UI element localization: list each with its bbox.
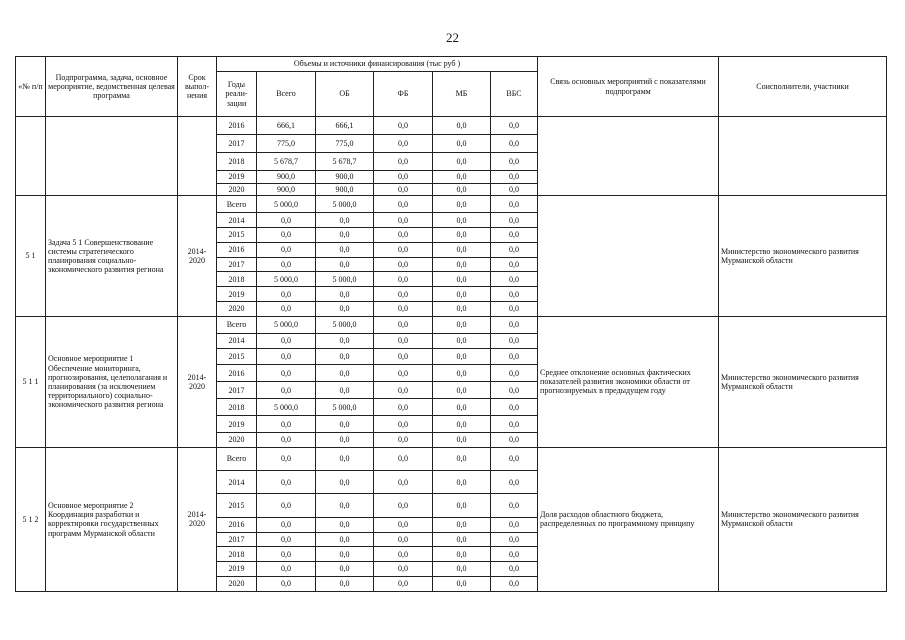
header-coexec: Соисполнители, участники — [719, 57, 887, 117]
cell-mb: 0,0 — [433, 117, 491, 135]
cell-ob: 0,0 — [316, 228, 374, 243]
cell-fb: 0,0 — [374, 333, 433, 348]
cell-total: 5 000,0 — [257, 316, 316, 333]
cell-ob: 0,0 — [316, 433, 374, 448]
cell-fb: 0,0 — [374, 170, 433, 183]
page-number: 22 — [446, 30, 459, 45]
cell-mb: 0,0 — [433, 287, 491, 302]
cell-vbs: 0,0 — [491, 152, 538, 170]
cell-fb: 0,0 — [374, 183, 433, 196]
header-ob: ОБ — [316, 72, 374, 117]
cell-fb: 0,0 — [374, 416, 433, 433]
cell-year: 2017 — [217, 382, 257, 399]
cell-year: 2020 — [217, 433, 257, 448]
cell-vbs: 0,0 — [491, 242, 538, 257]
cell-ob: 0,0 — [316, 348, 374, 365]
cell-total: 0,0 — [257, 333, 316, 348]
cell-ob: 0,0 — [316, 242, 374, 257]
cell-total: 0,0 — [257, 242, 316, 257]
cell-total: 900,0 — [257, 170, 316, 183]
cell-vbs: 0,0 — [491, 302, 538, 317]
cell-ob: 0,0 — [316, 365, 374, 382]
cell-ob: 0,0 — [316, 532, 374, 547]
cell-mb: 0,0 — [433, 382, 491, 399]
cell-mb: 0,0 — [433, 562, 491, 577]
header-num: «№ п/п — [16, 57, 46, 117]
cell-ob: 0,0 — [316, 382, 374, 399]
cell-fb: 0,0 — [374, 433, 433, 448]
cell-mb: 0,0 — [433, 134, 491, 152]
cell-vbs: 0,0 — [491, 333, 538, 348]
cell-fb: 0,0 — [374, 228, 433, 243]
section-num: 5 1 — [16, 196, 46, 317]
cell-vbs: 0,0 — [491, 416, 538, 433]
cell-total: 0,0 — [257, 433, 316, 448]
cell-year: 2019 — [217, 562, 257, 577]
cell-ob: 0,0 — [316, 562, 374, 577]
cell-ob: 0,0 — [316, 517, 374, 532]
cell-ob: 0,0 — [316, 494, 374, 517]
cell-mb: 0,0 — [433, 228, 491, 243]
cell-ob: 0,0 — [316, 447, 374, 470]
cell-ob: 0,0 — [316, 547, 374, 562]
table-row — [16, 447, 887, 470]
cell-fb: 0,0 — [374, 365, 433, 382]
cell-vbs: 0,0 — [491, 257, 538, 272]
cell-year: 2015 — [217, 494, 257, 517]
section-link: Доля расходов областного бюджета, распределенных по программному принципу — [538, 447, 719, 591]
header-link: Связь основных мероприятий с показателями подпрограмм — [538, 57, 719, 117]
cell-total: 0,0 — [257, 494, 316, 517]
section-num: 5 1 1 — [16, 316, 46, 447]
cell-total: 0,0 — [257, 213, 316, 228]
cell-mb: 0,0 — [433, 170, 491, 183]
header-mb: МБ — [433, 72, 491, 117]
cell-ob: 0,0 — [316, 213, 374, 228]
cell-fb: 0,0 — [374, 257, 433, 272]
section-name: Основное мероприятие 1 Обеспечение мониторинга, прогнозирования, целеполагания и планирования (за исключением территориального) социально-экономического развития региона — [46, 316, 178, 447]
cell-fb: 0,0 — [374, 471, 433, 494]
section-coexec: Министерство экономического развития Мурманской области — [719, 316, 887, 447]
cell-total: 5 678,7 — [257, 152, 316, 170]
section-name — [46, 117, 178, 196]
cell-year: 2017 — [217, 532, 257, 547]
cell-total: 0,0 — [257, 517, 316, 532]
cell-mb: 0,0 — [433, 196, 491, 213]
cell-fb: 0,0 — [374, 316, 433, 333]
cell-fb: 0,0 — [374, 242, 433, 257]
cell-total: 0,0 — [257, 382, 316, 399]
cell-fb: 0,0 — [374, 302, 433, 317]
financing-table — [15, 56, 887, 592]
cell-fb: 0,0 — [374, 152, 433, 170]
cell-year: 2015 — [217, 228, 257, 243]
cell-ob: 0,0 — [316, 471, 374, 494]
cell-ob: 5 678,7 — [316, 152, 374, 170]
cell-mb: 0,0 — [433, 316, 491, 333]
cell-fb: 0,0 — [374, 532, 433, 547]
cell-year: 2018 — [217, 152, 257, 170]
cell-total: 0,0 — [257, 471, 316, 494]
cell-vbs: 0,0 — [491, 547, 538, 562]
header-years: Годы реали-зации — [217, 72, 257, 117]
cell-ob: 5 000,0 — [316, 196, 374, 213]
cell-total: 0,0 — [257, 562, 316, 577]
cell-vbs: 0,0 — [491, 562, 538, 577]
cell-year: 2014 — [217, 471, 257, 494]
cell-vbs: 0,0 — [491, 447, 538, 470]
cell-vbs: 0,0 — [491, 433, 538, 448]
section-link — [538, 196, 719, 317]
cell-total: 5 000,0 — [257, 272, 316, 287]
section-coexec — [719, 117, 887, 196]
section-num — [16, 117, 46, 196]
cell-total: 0,0 — [257, 348, 316, 365]
section-term: 2014-2020 — [178, 316, 217, 447]
cell-mb: 0,0 — [433, 152, 491, 170]
cell-fb: 0,0 — [374, 213, 433, 228]
section-term: 2014-2020 — [178, 196, 217, 317]
cell-fb: 0,0 — [374, 348, 433, 365]
table-row — [16, 316, 887, 333]
header-total: Всего — [257, 72, 316, 117]
cell-vbs: 0,0 — [491, 399, 538, 416]
cell-year: 2019 — [217, 287, 257, 302]
cell-fb: 0,0 — [374, 576, 433, 591]
cell-vbs: 0,0 — [491, 213, 538, 228]
cell-fb: 0,0 — [374, 517, 433, 532]
cell-year: 2020 — [217, 183, 257, 196]
cell-mb: 0,0 — [433, 272, 491, 287]
cell-mb: 0,0 — [433, 532, 491, 547]
section-coexec: Министерство экономического развития Мурманской области — [719, 196, 887, 317]
cell-vbs: 0,0 — [491, 517, 538, 532]
table-header — [16, 57, 887, 117]
cell-total: 0,0 — [257, 447, 316, 470]
cell-mb: 0,0 — [433, 416, 491, 433]
cell-vbs: 0,0 — [491, 471, 538, 494]
cell-mb: 0,0 — [433, 213, 491, 228]
cell-fb: 0,0 — [374, 547, 433, 562]
cell-mb: 0,0 — [433, 399, 491, 416]
cell-total: 0,0 — [257, 532, 316, 547]
cell-mb: 0,0 — [433, 494, 491, 517]
cell-vbs: 0,0 — [491, 365, 538, 382]
cell-ob: 5 000,0 — [316, 399, 374, 416]
cell-vbs: 0,0 — [491, 316, 538, 333]
cell-fb: 0,0 — [374, 134, 433, 152]
cell-year: 2020 — [217, 302, 257, 317]
cell-mb: 0,0 — [433, 183, 491, 196]
cell-year: 2016 — [217, 242, 257, 257]
cell-fb: 0,0 — [374, 382, 433, 399]
cell-ob: 0,0 — [316, 333, 374, 348]
header-vbs: ВБС — [491, 72, 538, 117]
section-coexec: Министерство экономического развития Мурманской области — [719, 447, 887, 591]
cell-vbs: 0,0 — [491, 532, 538, 547]
cell-year: 2020 — [217, 576, 257, 591]
header-funding-group: Объемы и источники финансирования (тыс руб ) — [217, 57, 538, 72]
section-num: 5 1 2 — [16, 447, 46, 591]
header-fb: ФБ — [374, 72, 433, 117]
cell-year: 2014 — [217, 213, 257, 228]
section-name: Задача 5 1 Совершенствование системы стратегического планирования социально-экономического развития региона — [46, 196, 178, 317]
cell-year: 2018 — [217, 399, 257, 416]
cell-ob: 0,0 — [316, 576, 374, 591]
cell-mb: 0,0 — [433, 517, 491, 532]
cell-mb: 0,0 — [433, 348, 491, 365]
header-program: Подпрограмма, задача, основное мероприятие, ведомственная целевая программа — [46, 57, 178, 117]
table-row — [16, 196, 887, 213]
cell-fb: 0,0 — [374, 272, 433, 287]
cell-vbs: 0,0 — [491, 348, 538, 365]
cell-vbs: 0,0 — [491, 134, 538, 152]
cell-year: 2016 — [217, 117, 257, 135]
section-link — [538, 117, 719, 196]
cell-year: Всего — [217, 447, 257, 470]
cell-total: 0,0 — [257, 576, 316, 591]
cell-ob: 5 000,0 — [316, 316, 374, 333]
cell-year: 2016 — [217, 365, 257, 382]
cell-vbs: 0,0 — [491, 196, 538, 213]
cell-fb: 0,0 — [374, 117, 433, 135]
cell-ob: 0,0 — [316, 287, 374, 302]
cell-ob: 0,0 — [316, 257, 374, 272]
cell-vbs: 0,0 — [491, 228, 538, 243]
cell-mb: 0,0 — [433, 447, 491, 470]
cell-mb: 0,0 — [433, 242, 491, 257]
cell-year: Всего — [217, 316, 257, 333]
section-term: 2014-2020 — [178, 447, 217, 591]
cell-vbs: 0,0 — [491, 183, 538, 196]
cell-total: 5 000,0 — [257, 196, 316, 213]
cell-total: 5 000,0 — [257, 399, 316, 416]
cell-ob: 666,1 — [316, 117, 374, 135]
cell-mb: 0,0 — [433, 576, 491, 591]
cell-total: 0,0 — [257, 416, 316, 433]
cell-total: 0,0 — [257, 365, 316, 382]
cell-year: 2018 — [217, 547, 257, 562]
section-name: Основное мероприятие 2 Координация разработки и корректировки государственных программ Мурманской области — [46, 447, 178, 591]
cell-total: 0,0 — [257, 547, 316, 562]
cell-ob: 900,0 — [316, 170, 374, 183]
cell-vbs: 0,0 — [491, 272, 538, 287]
cell-ob: 775,0 — [316, 134, 374, 152]
section-link: Среднее отклонение основных фактических показателей развития экономики области от прогнозируемых в предыдущем году — [538, 316, 719, 447]
cell-fb: 0,0 — [374, 562, 433, 577]
cell-vbs: 0,0 — [491, 117, 538, 135]
cell-year: 2019 — [217, 170, 257, 183]
cell-mb: 0,0 — [433, 257, 491, 272]
cell-mb: 0,0 — [433, 471, 491, 494]
cell-total: 0,0 — [257, 257, 316, 272]
cell-year: 2014 — [217, 333, 257, 348]
cell-year: 2016 — [217, 517, 257, 532]
section-term — [178, 117, 217, 196]
header-term: Срок выпол-нения — [178, 57, 217, 117]
cell-vbs: 0,0 — [491, 287, 538, 302]
cell-mb: 0,0 — [433, 333, 491, 348]
cell-year: 2019 — [217, 416, 257, 433]
cell-year: 2017 — [217, 257, 257, 272]
cell-fb: 0,0 — [374, 196, 433, 213]
cell-ob: 0,0 — [316, 416, 374, 433]
cell-year: 2017 — [217, 134, 257, 152]
cell-mb: 0,0 — [433, 433, 491, 448]
cell-ob: 900,0 — [316, 183, 374, 196]
cell-vbs: 0,0 — [491, 494, 538, 517]
cell-total: 0,0 — [257, 302, 316, 317]
cell-total: 900,0 — [257, 183, 316, 196]
cell-mb: 0,0 — [433, 302, 491, 317]
cell-total: 0,0 — [257, 287, 316, 302]
table-row — [16, 117, 887, 135]
cell-mb: 0,0 — [433, 547, 491, 562]
cell-year: Всего — [217, 196, 257, 213]
cell-vbs: 0,0 — [491, 170, 538, 183]
cell-fb: 0,0 — [374, 399, 433, 416]
cell-fb: 0,0 — [374, 287, 433, 302]
cell-fb: 0,0 — [374, 447, 433, 470]
cell-ob: 5 000,0 — [316, 272, 374, 287]
cell-vbs: 0,0 — [491, 382, 538, 399]
cell-ob: 0,0 — [316, 302, 374, 317]
cell-total: 666,1 — [257, 117, 316, 135]
cell-vbs: 0,0 — [491, 576, 538, 591]
cell-year: 2018 — [217, 272, 257, 287]
table-body — [16, 117, 887, 592]
cell-year: 2015 — [217, 348, 257, 365]
cell-total: 0,0 — [257, 228, 316, 243]
cell-fb: 0,0 — [374, 494, 433, 517]
cell-total: 775,0 — [257, 134, 316, 152]
cell-mb: 0,0 — [433, 365, 491, 382]
